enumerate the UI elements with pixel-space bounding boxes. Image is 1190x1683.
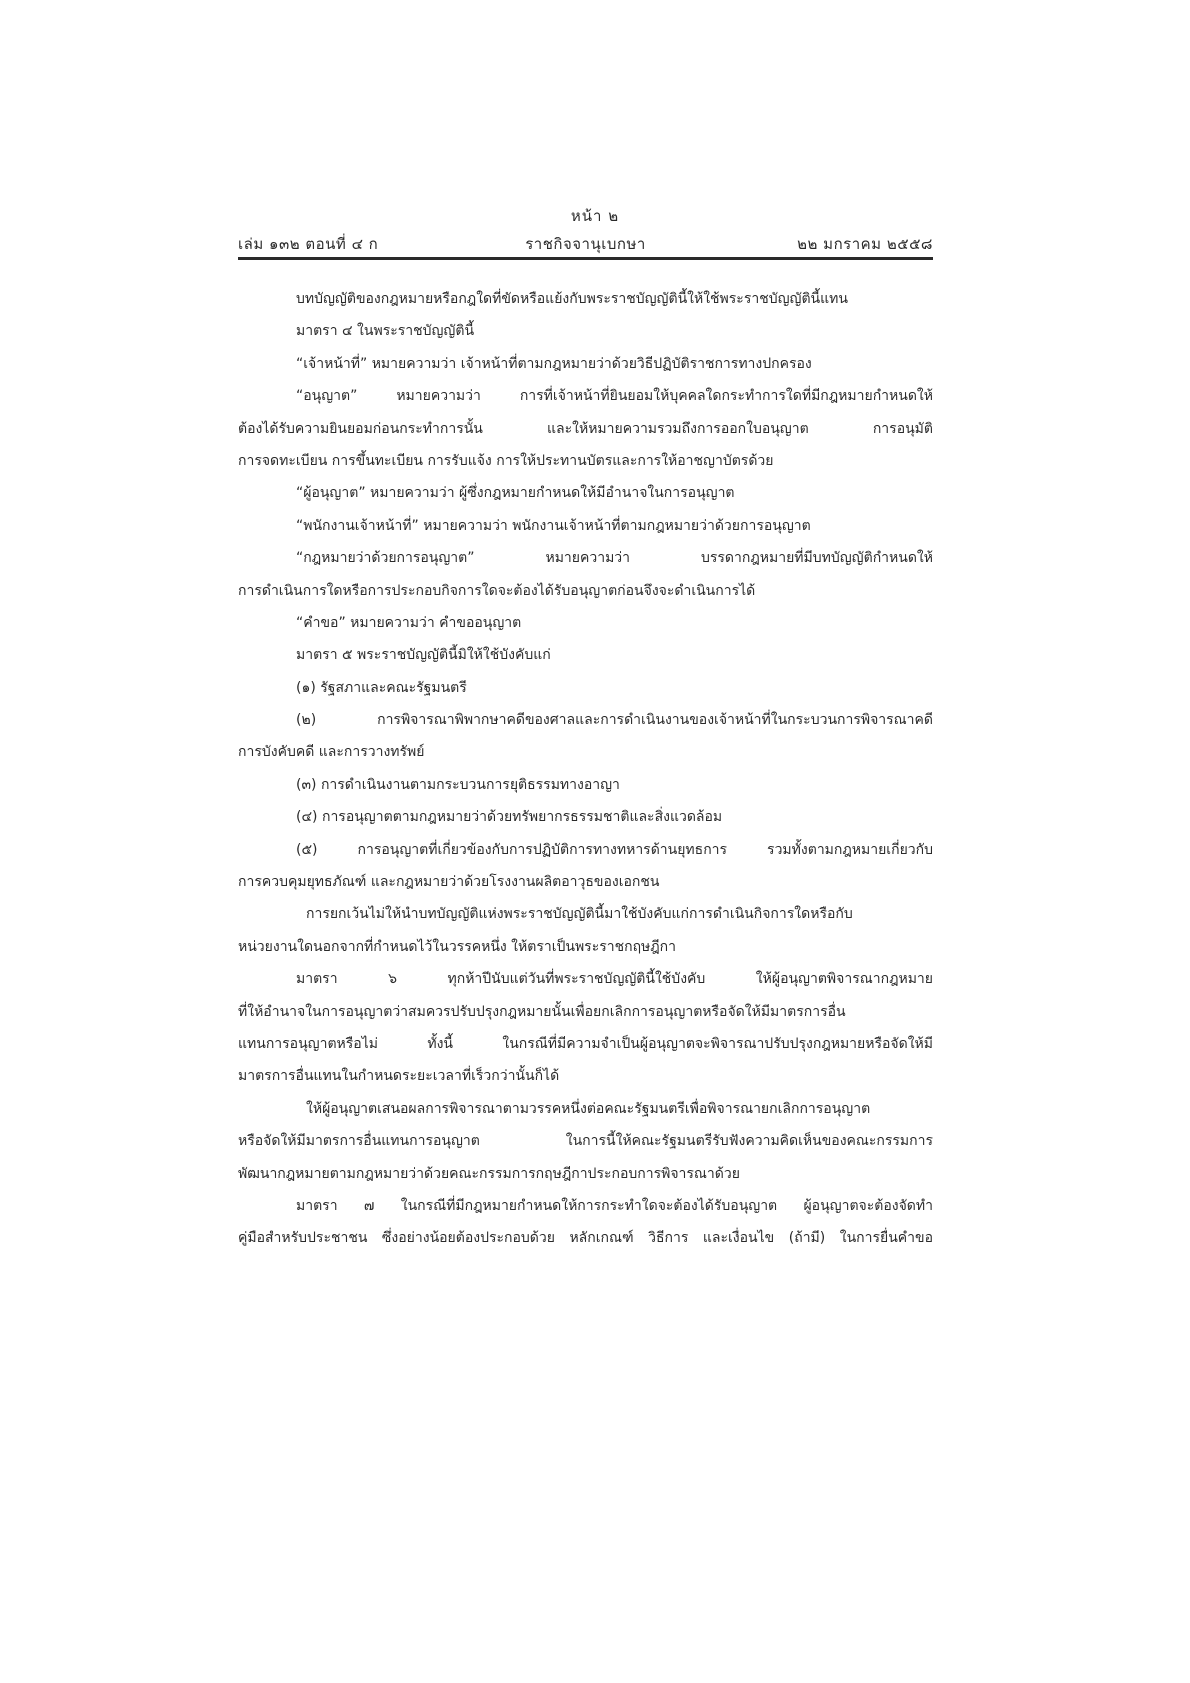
section-heading: มาตรา ๕ พระราชบัญญัตินี้มิให้ใช้บังคับแก่ (296, 647, 551, 664)
header-divider (238, 257, 933, 260)
volume-issue: เล่ม ๑๓๒ ตอนที่ ๔ ก (238, 235, 379, 253)
body-line: มาตรการอื่นแทนในกำหนดระยะเวลาที่เร็วกว่านั้นก็ได้ (238, 1068, 560, 1085)
publication-date: ๒๒ มกราคม ๒๕๕๘ (797, 235, 933, 253)
body-line: “อนุญาต” หมายความว่า การที่เจ้าหน้าที่ยินยอมให้บุคคลใดกระทำการใดที่มีกฎหมายกำหนดให้ (296, 388, 933, 405)
running-header (238, 232, 933, 256)
body-line: “ผู้อนุญาต” หมายความว่า ผู้ซึ่งกฎหมายกำหนดให้มีอำนาจในการอนุญาต (296, 485, 735, 502)
body-line: พัฒนากฎหมายตามกฎหมายว่าด้วยคณะกรรมการกฤษฎีกาประกอบการพิจารณาด้วย (238, 1165, 740, 1182)
body-line: หน่วยงานใดนอกจากที่กำหนดไว้ในวรรคหนึ่ง ให้ตราเป็นพระราชกฤษฎีกา (238, 938, 677, 955)
publication-title: ราชกิจจานุเบกษา (525, 235, 646, 253)
body-line: (๑) รัฐสภาและคณะรัฐมนตรี (296, 679, 467, 696)
body-line: บทบัญญัติของกฎหมายหรือกฎใดที่ขัดหรือแย้งกับพระราชบัญญัตินี้ให้ใช้พระราชบัญญัตินี้แทน (296, 291, 848, 307)
body-line: การจดทะเบียน การขึ้นทะเบียน การรับแจ้ง การให้ประทานบัตรและการให้อาชญาบัตรด้วย (238, 452, 774, 469)
body-line: การยกเว้นไม่ให้นำบทบัญญัติแห่งพระราชบัญญัตินี้มาใช้บังคับแก่การดำเนินกิจการใดหรือกับ (306, 906, 853, 923)
body-line: “พนักงานเจ้าหน้าที่” หมายความว่า พนักงานเจ้าหน้าที่ตามกฎหมายว่าด้วยการอนุญาต (296, 517, 811, 534)
body-line: การดำเนินการใดหรือการประกอบกิจการใดจะต้องได้รับอนุญาตก่อนจึงจะดำเนินการได้ (238, 582, 756, 599)
section-heading: มาตรา ๗ ในกรณีที่มีกฎหมายกำหนดให้การกระทำใดจะต้องได้รับอนุญาต ผู้อนุญาตจะต้องจัดทำ (296, 1197, 933, 1214)
body-line: (๓) การดำเนินงานตามกระบวนการยุติธรรมทางอาญา (296, 776, 620, 793)
document-body (238, 283, 933, 1255)
body-line: หรือจัดให้มีมาตรการอื่นแทนการอนุญาต ในการนี้ให้คณะรัฐมนตรีรับฟังความคิดเห็นของคณะกรรมการ (238, 1133, 933, 1150)
body-line: คู่มือสำหรับประชาชน ซึ่งอย่างน้อยต้องประกอบด้วย หลักเกณฑ์ วิธีการ และเงื่อนไข (ถ้ามี) ในการยื่นคำขอ (238, 1230, 933, 1247)
section-heading: มาตรา ๖ ทุกห้าปีนับแต่วันที่พระราชบัญญัตินี้ใช้บังคับ ให้ผู้อนุญาตพิจารณากฎหมาย (296, 971, 933, 988)
section-heading: มาตรา ๔ ในพระราชบัญญัตินี้ (296, 323, 475, 340)
body-line: (๕) การอนุญาตที่เกี่ยวข้องกับการปฏิบัติการทางทหารด้านยุทธการ รวมทั้งตามกฎหมายเกี่ยวกับ (296, 841, 933, 858)
body-line: “คำขอ” หมายความว่า คำขออนุญาต (296, 614, 522, 631)
body-line: (๔) การอนุญาตตามกฎหมายว่าด้วยทรัพยากรธรรมชาติและสิ่งแวดล้อม (296, 809, 723, 826)
body-line: ให้ผู้อนุญาตเสนอผลการพิจารณาตามวรรคหนึ่งต่อคณะรัฐมนตรีเพื่อพิจารณายกเลิกการอนุญาต (306, 1100, 871, 1117)
body-line: การบังคับคดี และการวางทรัพย์ (238, 744, 425, 761)
body-line: (๒) การพิจารณาพิพากษาคดีของศาลและการดำเนินงานของเจ้าหน้าที่ในกระบวนการพิจารณาคดี (296, 712, 933, 729)
body-line: ที่ให้อำนาจในการอนุญาตว่าสมควรปรับปรุงกฎหมายนั้นเพื่อยกเลิกการอนุญาตหรือจัดให้มีมาตรการอื่น (238, 1003, 846, 1020)
body-line: การควบคุมยุทธภัณฑ์ และกฎหมายว่าด้วยโรงงานผลิตอาวุธของเอกชน (238, 874, 660, 891)
body-line: แทนการอนุญาตหรือไม่ ทั้งนี้ ในกรณีที่มีความจำเป็นผู้อนุญาตจะพิจารณาปรับปรุงกฎหมายหรือจัดให้มี (238, 1035, 933, 1052)
body-line: “เจ้าหน้าที่” หมายความว่า เจ้าหน้าที่ตามกฎหมายว่าด้วยวิธีปฏิบัติราชการทางปกครอง (296, 355, 812, 372)
page-number: หน้า ๒ (570, 207, 620, 225)
body-line: “กฎหมายว่าด้วยการอนุญาต” หมายความว่า บรรดากฎหมายที่มีบทบัญญัติกำหนดให้ (296, 550, 933, 567)
body-line: ต้องได้รับความยินยอมก่อนกระทำการนั้น และให้หมายความรวมถึงการออกใบอนุญาต การอนุมัติ (238, 420, 933, 437)
